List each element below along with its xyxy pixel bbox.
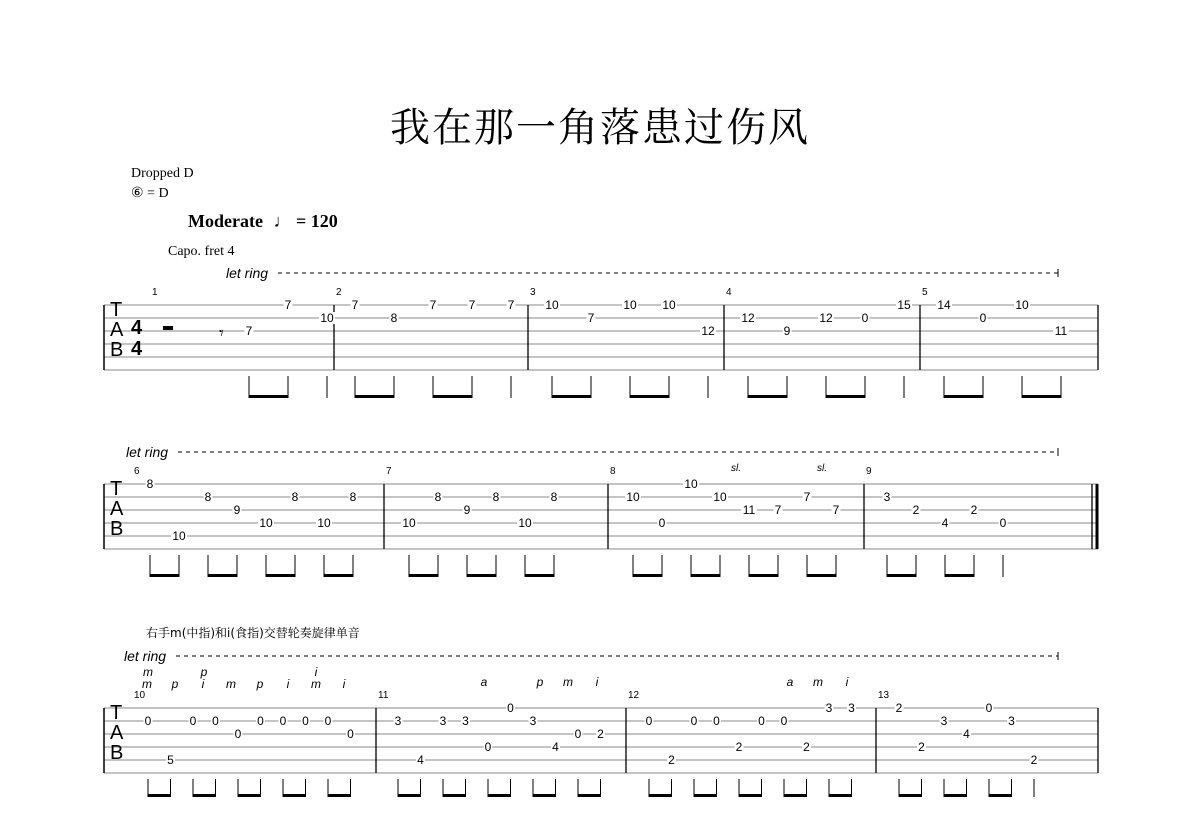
let-ring-label: let ring <box>126 444 169 460</box>
fingering-letter: m <box>142 677 152 691</box>
fret-number: 2 <box>668 753 675 767</box>
fret-number: 5 <box>167 753 174 767</box>
tab-clef-letter: T <box>110 478 123 500</box>
eighth-beam <box>630 395 669 398</box>
slide-label: sl. <box>731 463 741 474</box>
fret-number: 3 <box>883 490 891 504</box>
eighth-beam <box>945 574 974 577</box>
fret-number: 0 <box>484 740 492 754</box>
fret-number: 10 <box>402 516 416 530</box>
fret-number: 0 <box>979 311 987 325</box>
eighth-beam <box>578 794 601 797</box>
fret-number: 0 <box>645 714 653 728</box>
measure-number: 3 <box>530 287 536 298</box>
fingering-letter: a <box>480 675 488 689</box>
fret-number: 12 <box>819 311 833 325</box>
eighth-rest-icon: 𝄾 <box>219 323 224 343</box>
slide-label: sl. <box>817 463 827 474</box>
eighth-beam <box>826 395 865 398</box>
eighth-beam <box>552 395 591 398</box>
fret-number: 3 <box>848 701 855 715</box>
eighth-beam <box>739 794 762 797</box>
fingering-letter: m <box>813 675 823 689</box>
fret-number: 4 <box>417 753 424 767</box>
fret-number: 0 <box>324 714 332 728</box>
measure-number: 4 <box>726 287 732 298</box>
fret-number: 11 <box>1054 324 1068 338</box>
fret-number: 11 <box>742 503 756 517</box>
fret-number: 0 <box>713 714 720 728</box>
fret-number: 8 <box>390 311 398 325</box>
tab-clef-letter: B <box>110 518 124 540</box>
right-hand-instruction: 右手m(中指)和i(食指)交替轮奏旋律单音 <box>146 626 360 640</box>
fingering-letter: i <box>342 677 346 691</box>
fret-number: 0 <box>999 516 1007 530</box>
measure-number: 7 <box>386 466 392 477</box>
fret-number: 0 <box>212 714 219 728</box>
fret-number: 8 <box>550 490 558 504</box>
eighth-beam <box>749 574 778 577</box>
fingering-letter: p <box>171 677 179 691</box>
eighth-beam <box>691 574 720 577</box>
fret-number: 10 <box>713 490 727 504</box>
tab-clef-letter: A <box>110 319 124 341</box>
measure-number: 1 <box>152 287 158 298</box>
fret-number: 9 <box>783 324 791 338</box>
fret-number: 3 <box>1008 714 1015 728</box>
measure-number: 2 <box>336 287 342 298</box>
tab-clef-letter: A <box>110 722 124 744</box>
let-ring-label: let ring <box>226 265 269 281</box>
fret-number: 7 <box>832 503 840 517</box>
eighth-beam <box>1022 395 1061 398</box>
fret-number: 3 <box>825 701 833 715</box>
fret-number: 3 <box>529 714 537 728</box>
eighth-beam <box>148 794 171 797</box>
fret-number: 0 <box>861 311 869 325</box>
fret-number: 0 <box>189 714 197 728</box>
fret-number: 7 <box>507 298 515 312</box>
tab-clef-letter: T <box>110 702 123 724</box>
fret-number: 10 <box>317 516 331 530</box>
fret-number: 10 <box>684 477 698 491</box>
fingering-letter: i <box>845 675 849 689</box>
fret-number: 2 <box>918 740 925 754</box>
fret-number: 12 <box>741 311 755 325</box>
fret-number: 7 <box>351 298 359 312</box>
fret-number: 7 <box>587 311 595 325</box>
eighth-beam <box>249 395 288 398</box>
measure-number: 10 <box>134 690 146 701</box>
tempo-label: Moderate <box>188 211 263 231</box>
tuning-string6: ⑥ = D <box>131 186 169 201</box>
eighth-beam <box>525 574 554 577</box>
fret-number: 7 <box>803 490 811 504</box>
score-title: 我在那一角落患过伤风 <box>390 105 810 151</box>
fret-number: 0 <box>658 516 666 530</box>
fret-number: 7 <box>245 324 253 338</box>
measure-number: 6 <box>134 466 140 477</box>
fret-number: 10 <box>662 298 676 312</box>
fret-number: 2 <box>970 503 978 517</box>
half-rest-icon <box>163 326 173 330</box>
eighth-beam <box>150 574 179 577</box>
time-signature-bottom: 4 <box>131 338 143 360</box>
fret-number: 0 <box>985 701 993 715</box>
eighth-beam <box>398 794 421 797</box>
fret-number: 0 <box>257 714 264 728</box>
measure-number: 13 <box>878 690 890 701</box>
fret-number: 15 <box>897 298 911 312</box>
fret-number: 10 <box>626 490 640 504</box>
measure-number: 9 <box>866 466 872 477</box>
fret-number: 0 <box>144 714 152 728</box>
fret-number: 0 <box>507 701 514 715</box>
fret-number: 9 <box>233 503 241 517</box>
tab-clef-letter: B <box>110 339 124 361</box>
eighth-beam <box>649 794 672 797</box>
fingering-letter: p <box>200 665 208 679</box>
fingering-letter: m <box>226 677 236 691</box>
tab-clef-letter: B <box>110 742 124 764</box>
eighth-beam <box>784 794 807 797</box>
fret-number: 2 <box>597 727 604 741</box>
fret-number: 8 <box>349 490 357 504</box>
fret-number: 2 <box>895 701 903 715</box>
fret-number: 8 <box>291 490 299 504</box>
fret-number: 2 <box>803 740 810 754</box>
fret-number: 8 <box>492 490 500 504</box>
let-ring-label: let ring <box>124 648 167 664</box>
fret-number: 4 <box>941 516 949 530</box>
eighth-beam <box>533 794 556 797</box>
fret-number: 8 <box>434 490 442 504</box>
fret-number: 10 <box>259 516 273 530</box>
eighth-beam <box>355 395 394 398</box>
fingering-letter: i <box>286 677 290 691</box>
eighth-beam <box>328 794 351 797</box>
eighth-beam <box>944 794 967 797</box>
quarter-note-icon: ♩ <box>273 211 292 231</box>
eighth-beam <box>409 574 438 577</box>
fret-number: 0 <box>347 727 354 741</box>
fret-number: 3 <box>462 714 469 728</box>
eighth-beam <box>633 574 662 577</box>
eighth-beam <box>266 574 295 577</box>
fret-number: 7 <box>284 298 292 312</box>
fret-number: 10 <box>1015 298 1029 312</box>
fret-number: 0 <box>302 714 309 728</box>
fret-number: 9 <box>463 503 471 517</box>
measure-number: 11 <box>378 690 389 701</box>
eighth-beam <box>989 794 1012 797</box>
fingering-letter: m <box>311 677 321 691</box>
eighth-beam <box>283 794 306 797</box>
eighth-beam <box>324 574 353 577</box>
fret-number: 2 <box>1030 753 1038 767</box>
fret-number: 8 <box>204 490 212 504</box>
fret-number: 3 <box>940 714 948 728</box>
fingering-letter: i <box>595 675 599 689</box>
eighth-beam <box>829 794 852 797</box>
tab-clef-letter: A <box>110 498 124 520</box>
fret-number: 0 <box>574 727 582 741</box>
fingering-letter: p <box>536 675 544 689</box>
fingering-letter: i <box>314 665 318 679</box>
fret-number: 7 <box>468 298 476 312</box>
fret-number: 3 <box>394 714 402 728</box>
tuning-name: Dropped D <box>131 166 194 181</box>
time-signature-top: 4 <box>131 317 143 339</box>
fret-number: 2 <box>912 503 920 517</box>
fret-number: 2 <box>735 740 743 754</box>
fret-number: 7 <box>429 298 437 312</box>
fret-number: 10 <box>172 529 186 543</box>
fret-number: 14 <box>937 298 951 312</box>
fingering-letter: a <box>786 675 794 689</box>
capo-text: Capo. fret 4 <box>168 244 235 259</box>
eighth-beam <box>748 395 787 398</box>
eighth-beam <box>443 794 466 797</box>
eighth-beam <box>238 794 261 797</box>
fret-number: 10 <box>545 298 559 312</box>
eighth-beam <box>899 794 922 797</box>
fret-number: 4 <box>963 727 970 741</box>
eighth-beam <box>467 574 496 577</box>
measure-number: 8 <box>610 466 616 477</box>
fret-number: 10 <box>623 298 637 312</box>
eighth-beam <box>193 794 216 797</box>
fret-number: 4 <box>552 740 559 754</box>
fret-number: 0 <box>690 714 698 728</box>
eighth-beam <box>887 574 916 577</box>
fingering-letter: i <box>201 677 205 691</box>
fret-number: 12 <box>701 324 715 338</box>
fret-number: 10 <box>518 516 532 530</box>
fingering-letter: m <box>143 665 153 679</box>
eighth-beam <box>694 794 717 797</box>
fret-number: 3 <box>439 714 447 728</box>
fret-number: 0 <box>234 727 242 741</box>
eighth-beam <box>488 794 511 797</box>
fingering-letter: m <box>563 675 573 689</box>
fret-number: 10 <box>320 311 334 325</box>
fret-number: 0 <box>758 714 765 728</box>
measure-number: 5 <box>922 287 928 298</box>
eighth-beam <box>807 574 836 577</box>
fret-number: 0 <box>279 714 287 728</box>
fret-number: 7 <box>774 503 782 517</box>
fret-number: 8 <box>146 477 154 491</box>
eighth-beam <box>433 395 472 398</box>
measure-number: 12 <box>628 690 640 701</box>
tempo-bpm: = 120 <box>295 211 338 231</box>
fingering-letter: p <box>256 677 264 691</box>
tab-clef-letter: T <box>110 299 123 321</box>
fret-number: 0 <box>780 714 788 728</box>
eighth-beam <box>944 395 983 398</box>
eighth-beam <box>208 574 237 577</box>
